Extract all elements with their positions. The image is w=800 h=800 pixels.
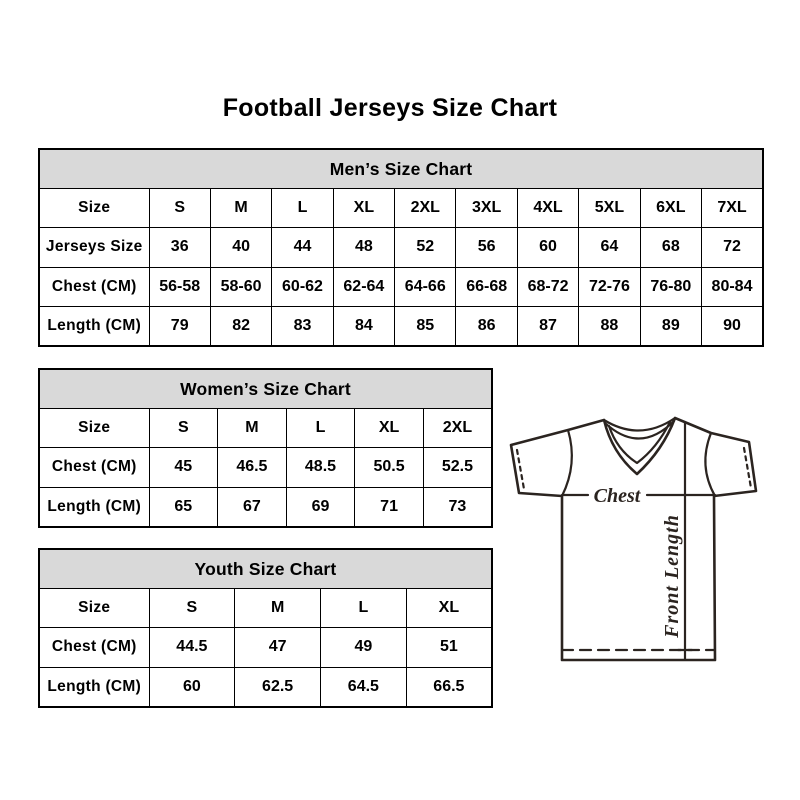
men-table-title: Men’s Size Chart	[39, 149, 763, 189]
mens-size-table	[38, 148, 764, 347]
value-cell: L	[272, 189, 333, 228]
row-label-cell: Size	[39, 189, 149, 228]
womens-size-table	[38, 368, 493, 528]
value-cell: 47	[235, 628, 321, 667]
value-cell: 2XL	[423, 409, 492, 448]
row-label-cell: Length (CM)	[39, 487, 149, 527]
value-cell: 76-80	[640, 267, 701, 306]
table-header-row	[39, 369, 492, 409]
jersey-outline	[511, 418, 756, 660]
value-cell: 51	[406, 628, 492, 667]
value-cell: 7XL	[702, 189, 763, 228]
value-cell: S	[149, 409, 218, 448]
value-cell: 60	[517, 228, 578, 267]
row-label-cell: Chest (CM)	[39, 448, 149, 487]
value-cell: 79	[149, 306, 210, 346]
value-cell: 73	[423, 487, 492, 527]
table-row	[39, 667, 492, 707]
value-cell: 90	[702, 306, 763, 346]
value-cell: 80-84	[702, 267, 763, 306]
value-cell: 64.5	[321, 667, 407, 707]
value-cell: 85	[395, 306, 456, 346]
row-label-cell: Size	[39, 589, 149, 628]
value-cell: 58-60	[210, 267, 271, 306]
youth-table-title: Youth Size Chart	[39, 549, 492, 589]
value-cell: XL	[333, 189, 394, 228]
value-cell: 68	[640, 228, 701, 267]
value-cell: 2XL	[395, 189, 456, 228]
table-row	[39, 267, 763, 306]
value-cell: XL	[355, 409, 424, 448]
value-cell: 4XL	[517, 189, 578, 228]
value-cell: 72	[702, 228, 763, 267]
value-cell: 69	[286, 487, 355, 527]
value-cell: 45	[149, 448, 218, 487]
value-cell: 87	[517, 306, 578, 346]
front-length-label: Front Length	[661, 514, 683, 638]
value-cell: 84	[333, 306, 394, 346]
value-cell: 48	[333, 228, 394, 267]
table-row	[39, 448, 492, 487]
row-label-cell: Length (CM)	[39, 306, 149, 346]
left-armhole-seam	[562, 430, 572, 496]
value-cell: 49	[321, 628, 407, 667]
value-cell: M	[235, 589, 321, 628]
value-cell: 83	[272, 306, 333, 346]
value-cell: S	[149, 189, 210, 228]
value-cell: 88	[579, 306, 640, 346]
value-cell: 62.5	[235, 667, 321, 707]
table-header-row	[39, 149, 763, 189]
value-cell: 48.5	[286, 448, 355, 487]
table-row	[39, 628, 492, 667]
value-cell: 82	[210, 306, 271, 346]
value-cell: 52	[395, 228, 456, 267]
women-table-title: Women’s Size Chart	[39, 369, 492, 409]
table-header-row	[39, 549, 492, 589]
value-cell: 66.5	[406, 667, 492, 707]
table-row	[39, 306, 763, 346]
collar-inner-v-line	[609, 422, 670, 463]
value-cell: 67	[218, 487, 287, 527]
value-cell: 3XL	[456, 189, 517, 228]
page-title: Football Jerseys Size Chart	[222, 94, 558, 122]
row-label-cell: Length (CM)	[39, 667, 149, 707]
value-cell: 64	[579, 228, 640, 267]
value-cell: 60	[149, 667, 235, 707]
value-cell: 36	[149, 228, 210, 267]
table-row	[39, 228, 763, 267]
value-cell: 5XL	[579, 189, 640, 228]
value-cell: 60-62	[272, 267, 333, 306]
row-label-cell: Chest (CM)	[39, 628, 149, 667]
value-cell: 46.5	[218, 448, 287, 487]
value-cell: 86	[456, 306, 517, 346]
table-row	[39, 487, 492, 527]
value-cell: 71	[355, 487, 424, 527]
value-cell: 44.5	[149, 628, 235, 667]
value-cell: 50.5	[355, 448, 424, 487]
value-cell: 6XL	[640, 189, 701, 228]
youth-size-table	[38, 548, 493, 708]
value-cell: 40	[210, 228, 271, 267]
value-cell: 89	[640, 306, 701, 346]
value-cell: 62-64	[333, 267, 394, 306]
row-label-cell: Size	[39, 409, 149, 448]
value-cell: 64-66	[395, 267, 456, 306]
value-cell: L	[286, 409, 355, 448]
value-cell: 56	[456, 228, 517, 267]
table-row	[39, 589, 492, 628]
jersey-diagram	[500, 398, 780, 678]
value-cell: 66-68	[456, 267, 517, 306]
row-label-cell: Chest (CM)	[39, 267, 149, 306]
value-cell: 65	[149, 487, 218, 527]
table-row	[39, 189, 763, 228]
value-cell: XL	[406, 589, 492, 628]
chest-label: Chest	[593, 485, 641, 507]
row-label-cell: Jerseys Size	[39, 228, 149, 267]
value-cell: 68-72	[517, 267, 578, 306]
value-cell: 52.5	[423, 448, 492, 487]
value-cell: S	[149, 589, 235, 628]
value-cell: L	[321, 589, 407, 628]
value-cell: M	[210, 189, 271, 228]
value-cell: M	[218, 409, 287, 448]
right-armhole-seam	[705, 433, 715, 496]
table-row	[39, 409, 492, 448]
value-cell: 72-76	[579, 267, 640, 306]
value-cell: 56-58	[149, 267, 210, 306]
value-cell: 44	[272, 228, 333, 267]
